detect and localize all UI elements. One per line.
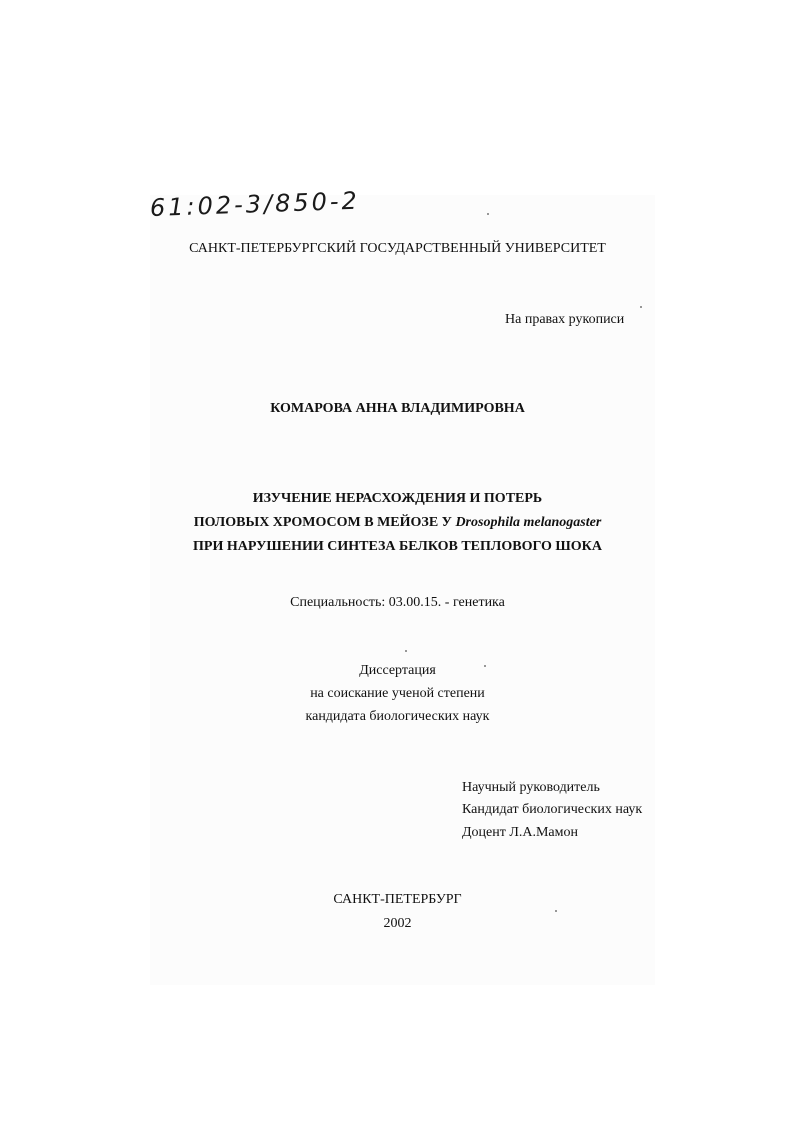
scan-speck xyxy=(405,650,407,652)
author-name: КОМАРОВА АННА ВЛАДИМИРОВНА xyxy=(270,401,525,416)
university-name: САНКТ-ПЕТЕРБУРГСКИЙ ГОСУДАРСТВЕННЫЙ УНИВЕРСИТЕТ xyxy=(189,241,606,256)
specialty: Специальность: 03.00.15. - генетика xyxy=(290,595,505,610)
city: САНКТ-ПЕТЕРБУРГ xyxy=(333,892,462,907)
degree-line-1: Диссертация xyxy=(359,663,436,678)
degree-line-3: кандидата биологических наук xyxy=(305,709,490,724)
title-line-1: ИЗУЧЕНИЕ НЕРАСХОЖДЕНИЯ И ПОТЕРЬ xyxy=(252,491,543,506)
title-line-2 xyxy=(0,514,795,532)
title-line-3: ПРИ НАРУШЕНИИ СИНТЕЗА БЕЛКОВ ТЕПЛОВОГО ШОКА xyxy=(193,539,602,554)
title-species-name: Drosophila melanogaster xyxy=(455,515,602,530)
supervisor-line-3: Доцент Л.А.Мамон xyxy=(462,825,578,840)
year: 2002 xyxy=(383,916,412,931)
supervisor-line-1: Научный руководитель xyxy=(462,780,600,795)
scan-speck xyxy=(487,213,489,215)
scan-speck xyxy=(555,910,557,912)
supervisor-line-2: Кандидат биологических наук xyxy=(462,802,643,817)
scan-speck xyxy=(640,306,642,308)
degree-line-2: на соискание ученой степени xyxy=(310,686,485,701)
title-line-2-prefix: ПОЛОВЫХ ХРОМОСОМ В МЕЙОЗЕ У xyxy=(193,515,452,530)
scan-speck xyxy=(484,665,486,667)
manuscript-note: На правах рукописи xyxy=(505,312,625,327)
archive-number-handwritten: 61:02-3/850-2 xyxy=(149,186,361,222)
